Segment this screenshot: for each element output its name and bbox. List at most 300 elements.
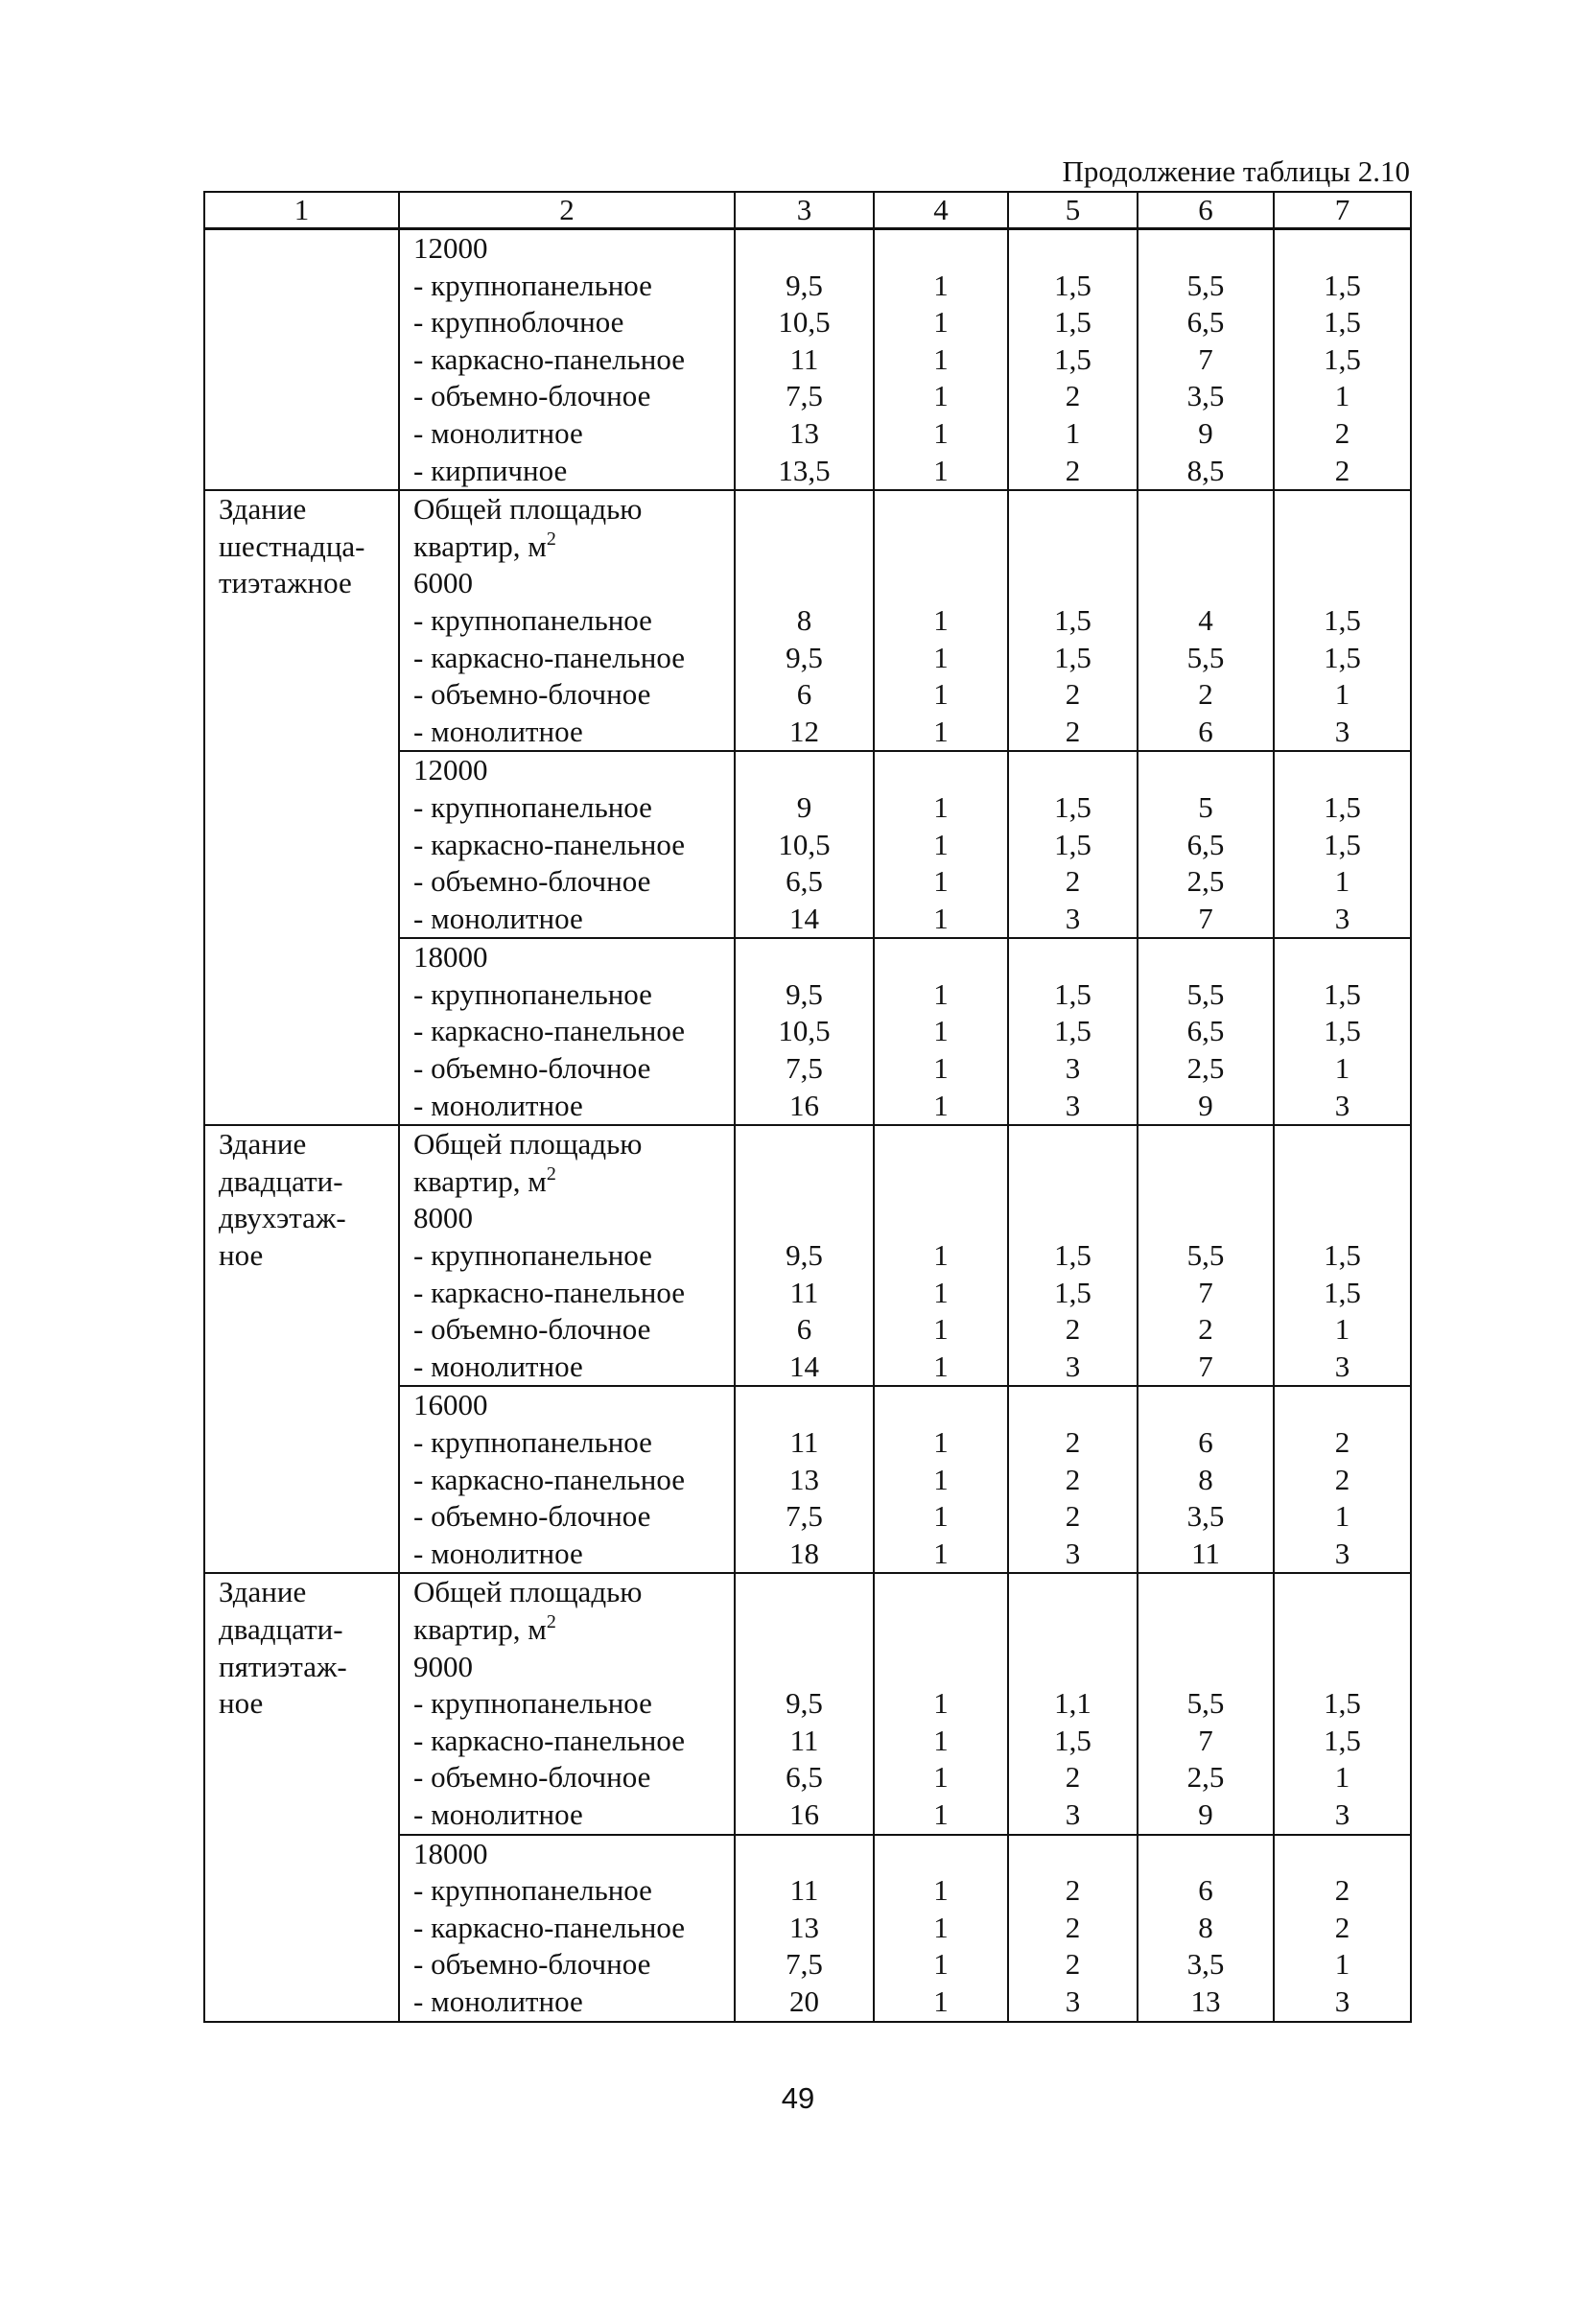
value-text: 1 bbox=[933, 415, 949, 450]
value-text: 5,5 bbox=[1186, 1238, 1225, 1273]
description-text: - объемно-блочное bbox=[413, 379, 651, 413]
description-text: квартир, м bbox=[413, 1163, 547, 1198]
value-text: 1 bbox=[933, 1462, 949, 1496]
value-cell bbox=[1274, 1386, 1411, 1573]
value-text: 3 bbox=[1065, 1051, 1081, 1086]
value-text: 1,5 bbox=[1054, 789, 1091, 824]
value-text: 1 bbox=[933, 1910, 949, 1944]
building-type-line: Здание bbox=[219, 492, 307, 527]
description-line bbox=[400, 1836, 734, 1873]
value-text: 1 bbox=[933, 268, 949, 302]
description-text: - крупнопанельное bbox=[413, 1686, 652, 1721]
unit-exponent: 2 bbox=[546, 1162, 556, 1185]
value-text: 1,5 bbox=[1324, 789, 1361, 824]
value-text: 5,5 bbox=[1186, 640, 1225, 674]
description-text: 18000 bbox=[413, 1836, 488, 1870]
description-line bbox=[400, 752, 734, 789]
value-text: 8 bbox=[1198, 1462, 1213, 1496]
description-line bbox=[400, 1126, 734, 1163]
value-cell bbox=[735, 1125, 874, 1386]
value-text bbox=[1138, 565, 1273, 602]
description-line bbox=[400, 676, 734, 714]
description-text: - монолитное bbox=[413, 1088, 583, 1122]
value-cell bbox=[1274, 490, 1411, 751]
value-text: 1 bbox=[1334, 677, 1350, 712]
value-cell bbox=[874, 1386, 1008, 1573]
value-text: 1 bbox=[933, 1984, 949, 2018]
description-line bbox=[400, 1387, 734, 1424]
column-header: 3 bbox=[735, 192, 874, 229]
building-type-line: Здание bbox=[219, 1127, 307, 1162]
value-text bbox=[1138, 1836, 1273, 1873]
value-text: 2 bbox=[1065, 1947, 1081, 1982]
value-text: 1,5 bbox=[1324, 268, 1361, 302]
table-row bbox=[204, 1125, 1411, 1386]
value-text bbox=[736, 230, 873, 268]
value-text bbox=[1138, 1126, 1273, 1163]
description-cell bbox=[399, 1125, 735, 1386]
description-line bbox=[400, 415, 734, 453]
value-text: 1,5 bbox=[1054, 602, 1091, 637]
value-text: 1 bbox=[933, 677, 949, 712]
description-text: - объемно-блочное bbox=[413, 1312, 651, 1347]
value-text bbox=[1275, 1836, 1410, 1873]
value-text bbox=[1009, 230, 1137, 268]
description-line bbox=[400, 1536, 734, 1573]
value-cell bbox=[735, 1386, 874, 1573]
description-text: - каркасно-панельное bbox=[413, 1275, 685, 1309]
value-text: 2 bbox=[1065, 677, 1081, 712]
value-cell bbox=[874, 490, 1008, 751]
value-text bbox=[875, 1611, 1007, 1649]
building-type-cell bbox=[204, 229, 399, 491]
value-text: 9 bbox=[1198, 1088, 1213, 1122]
value-cell bbox=[874, 938, 1008, 1125]
value-text: 3 bbox=[1065, 1984, 1081, 2018]
description-text: 16000 bbox=[413, 1388, 488, 1422]
value-text: 8 bbox=[796, 602, 812, 637]
value-text: 1 bbox=[933, 602, 949, 637]
value-text bbox=[736, 528, 873, 566]
description-line bbox=[400, 1685, 734, 1723]
description-line bbox=[400, 939, 734, 976]
building-type-line: двухэтаж- bbox=[219, 1201, 346, 1235]
value-text: 1,5 bbox=[1324, 1238, 1361, 1273]
value-text: 12 bbox=[789, 714, 819, 748]
value-text: 2 bbox=[1065, 1462, 1081, 1496]
value-text: 10,5 bbox=[778, 827, 831, 861]
description-text: - объемно-блочное bbox=[413, 864, 651, 899]
value-text: 1,5 bbox=[1324, 305, 1361, 340]
column-header: 1 bbox=[204, 192, 399, 229]
value-text bbox=[1138, 1611, 1273, 1649]
value-text: 5,5 bbox=[1186, 976, 1225, 1011]
value-text bbox=[1009, 528, 1137, 566]
value-text: 1 bbox=[933, 1796, 949, 1831]
value-text bbox=[736, 939, 873, 976]
description-text: - монолитное bbox=[413, 714, 583, 748]
value-cell bbox=[1274, 938, 1411, 1125]
value-cell bbox=[1138, 751, 1274, 938]
description-text: - каркасно-панельное bbox=[413, 827, 685, 861]
description-text: - каркасно-панельное bbox=[413, 1910, 685, 1944]
value-text bbox=[1009, 491, 1137, 528]
description-line bbox=[400, 1946, 734, 1984]
column-header: 7 bbox=[1274, 192, 1411, 229]
value-text: 2 bbox=[1198, 1312, 1213, 1347]
description-text: - каркасно-панельное bbox=[413, 1723, 685, 1757]
page-number: 49 bbox=[781, 2081, 815, 2115]
value-text: 11 bbox=[789, 1425, 819, 1459]
value-text: 9,5 bbox=[786, 1238, 823, 1273]
value-text: 2 bbox=[1334, 1910, 1350, 1944]
value-text: 2 bbox=[1065, 1499, 1081, 1534]
value-text: 1 bbox=[933, 1686, 949, 1721]
value-text: 3,5 bbox=[1186, 1499, 1225, 1534]
value-text bbox=[736, 1574, 873, 1611]
value-text: 1,5 bbox=[1324, 341, 1361, 376]
value-text bbox=[875, 1649, 1007, 1686]
description-text: - крупноблочное bbox=[413, 305, 624, 340]
value-text: 7 bbox=[1198, 1349, 1213, 1383]
value-text bbox=[1009, 565, 1137, 602]
value-text: 2,5 bbox=[1186, 1051, 1225, 1086]
description-cell bbox=[399, 1386, 735, 1573]
description-line bbox=[400, 1984, 734, 2021]
description-line bbox=[400, 565, 734, 602]
value-text: 1 bbox=[1334, 1312, 1350, 1347]
description-text: Общей площадью bbox=[413, 1127, 643, 1162]
value-text: 3 bbox=[1065, 1796, 1081, 1831]
building-type-line: двадцати- bbox=[219, 1163, 343, 1198]
value-text: 11 bbox=[789, 1723, 819, 1757]
value-cell bbox=[1008, 938, 1138, 1125]
value-text bbox=[875, 1126, 1007, 1163]
description-line bbox=[400, 827, 734, 864]
description-text: - крупнопанельное bbox=[413, 1873, 652, 1908]
value-text bbox=[875, 1200, 1007, 1237]
description-line bbox=[400, 268, 734, 305]
value-text: 1,5 bbox=[1054, 976, 1091, 1011]
value-text bbox=[1009, 1126, 1137, 1163]
value-text: 2 bbox=[1334, 1425, 1350, 1459]
value-text: 1,5 bbox=[1054, 1014, 1091, 1048]
column-header-row bbox=[204, 192, 1411, 229]
value-text: 1 bbox=[933, 1723, 949, 1757]
value-cell bbox=[1138, 938, 1274, 1125]
value-text: 6,5 bbox=[786, 1760, 823, 1795]
value-text: 1,5 bbox=[1054, 1238, 1091, 1273]
description-line bbox=[400, 1723, 734, 1760]
value-text: 3 bbox=[1334, 1984, 1350, 2018]
value-text: 11 bbox=[789, 341, 819, 376]
value-cell bbox=[735, 751, 874, 938]
description-text: - крупнопанельное bbox=[413, 268, 652, 302]
value-text bbox=[1009, 1200, 1137, 1237]
description-cell bbox=[399, 1835, 735, 2022]
table-row bbox=[204, 1573, 1411, 1834]
value-text: 1,5 bbox=[1054, 640, 1091, 674]
value-text: 9 bbox=[1198, 1796, 1213, 1831]
description-line bbox=[400, 491, 734, 528]
value-text bbox=[1009, 1611, 1137, 1649]
value-text: 9,5 bbox=[786, 640, 823, 674]
value-text: 1 bbox=[933, 1425, 949, 1459]
description-text: - крупнопанельное bbox=[413, 789, 652, 824]
value-text: 1 bbox=[933, 1947, 949, 1982]
value-text: 1 bbox=[933, 714, 949, 748]
value-text bbox=[1275, 1649, 1410, 1686]
value-cell bbox=[1008, 490, 1138, 751]
value-text: 6 bbox=[1198, 714, 1213, 748]
value-text: 1,5 bbox=[1054, 341, 1091, 376]
description-line bbox=[400, 341, 734, 379]
value-text: 3 bbox=[1065, 1088, 1081, 1122]
value-text: 1 bbox=[933, 1873, 949, 1908]
value-text: 2,5 bbox=[1186, 864, 1225, 899]
value-text: 1,5 bbox=[1324, 976, 1361, 1011]
description-text: - крупнопанельное bbox=[413, 976, 652, 1011]
value-text: 6,5 bbox=[1186, 1014, 1225, 1048]
value-text bbox=[1275, 1200, 1410, 1237]
description-line bbox=[400, 1050, 734, 1088]
description-text: - монолитное bbox=[413, 1984, 583, 2018]
value-text: 1,5 bbox=[1324, 602, 1361, 637]
value-text: 7,5 bbox=[786, 379, 823, 413]
description-line bbox=[400, 1163, 734, 1201]
value-text: 11 bbox=[789, 1275, 819, 1309]
description-text: - монолитное bbox=[413, 1796, 583, 1831]
value-text: 2 bbox=[1334, 1462, 1350, 1496]
description-line bbox=[400, 528, 734, 566]
value-text bbox=[1275, 1163, 1410, 1201]
description-text: квартир, м bbox=[413, 528, 547, 563]
value-text bbox=[1138, 1163, 1273, 1201]
description-line bbox=[400, 976, 734, 1014]
value-text: 7,5 bbox=[786, 1947, 823, 1982]
value-text: 1,5 bbox=[1324, 1014, 1361, 1048]
description-line bbox=[400, 453, 734, 490]
building-type-line: ное bbox=[219, 1686, 264, 1721]
value-text: 5,5 bbox=[1186, 1686, 1225, 1721]
data-table bbox=[203, 191, 1412, 2023]
value-text: 1 bbox=[933, 1014, 949, 1048]
description-line bbox=[400, 230, 734, 268]
value-text: 9 bbox=[1198, 415, 1213, 450]
value-text bbox=[1275, 491, 1410, 528]
value-cell bbox=[1274, 751, 1411, 938]
value-text: 2 bbox=[1198, 677, 1213, 712]
value-cell bbox=[1138, 1125, 1274, 1386]
value-text: 1 bbox=[1334, 1760, 1350, 1795]
value-cell bbox=[1008, 1386, 1138, 1573]
value-text: 6 bbox=[1198, 1873, 1213, 1908]
value-cell bbox=[735, 938, 874, 1125]
value-text bbox=[875, 1163, 1007, 1201]
value-text: 3 bbox=[1334, 1349, 1350, 1383]
description-text: - объемно-блочное bbox=[413, 677, 651, 712]
description-line bbox=[400, 1796, 734, 1834]
value-text: 3 bbox=[1065, 901, 1081, 935]
value-text: 2 bbox=[1065, 1760, 1081, 1795]
value-cell bbox=[1008, 1573, 1138, 1834]
value-text: 16 bbox=[789, 1088, 819, 1122]
value-text: 8 bbox=[1198, 1910, 1213, 1944]
value-text bbox=[1009, 939, 1137, 976]
value-text: 2 bbox=[1334, 415, 1350, 450]
value-text: 2 bbox=[1065, 1910, 1081, 1944]
value-text bbox=[1275, 1126, 1410, 1163]
description-line bbox=[400, 1574, 734, 1611]
description-text: - каркасно-панельное bbox=[413, 1014, 685, 1048]
table-row bbox=[204, 229, 1411, 491]
value-text: 1 bbox=[933, 1088, 949, 1122]
value-text bbox=[1138, 939, 1273, 976]
value-text: 16 bbox=[789, 1796, 819, 1831]
description-line bbox=[400, 1311, 734, 1349]
value-text bbox=[736, 1649, 873, 1686]
description-line bbox=[400, 1462, 734, 1499]
value-text: 5,5 bbox=[1186, 268, 1225, 302]
value-text bbox=[1009, 1163, 1137, 1201]
value-text: 1,5 bbox=[1054, 305, 1091, 340]
description-text: - крупнопанельное bbox=[413, 1425, 652, 1459]
description-line bbox=[400, 1649, 734, 1686]
description-text: Общей площадью bbox=[413, 1575, 643, 1609]
value-text: 10,5 bbox=[778, 1014, 831, 1048]
value-text: 1 bbox=[1065, 415, 1081, 450]
description-line bbox=[400, 1611, 734, 1649]
value-text: 13 bbox=[789, 415, 819, 450]
value-text: 2 bbox=[1065, 1312, 1081, 1347]
value-text bbox=[1275, 752, 1410, 789]
value-text: 1 bbox=[933, 1536, 949, 1570]
value-text bbox=[875, 1387, 1007, 1424]
description-line bbox=[400, 1349, 734, 1386]
value-text: 9 bbox=[796, 789, 812, 824]
description-text: - монолитное bbox=[413, 415, 583, 450]
unit-exponent: 2 bbox=[546, 528, 556, 550]
building-type-cell bbox=[204, 1125, 399, 1573]
value-text bbox=[736, 1200, 873, 1237]
value-text bbox=[736, 752, 873, 789]
table-caption: Продолжение таблицы 2.10 bbox=[1062, 154, 1410, 188]
value-text: 2 bbox=[1065, 379, 1081, 413]
value-cell bbox=[874, 1573, 1008, 1834]
value-text: 7 bbox=[1198, 1275, 1213, 1309]
description-line bbox=[400, 714, 734, 751]
value-text: 1 bbox=[933, 1312, 949, 1347]
description-line bbox=[400, 304, 734, 341]
description-text: - монолитное bbox=[413, 1349, 583, 1383]
value-text: 11 bbox=[1191, 1536, 1220, 1570]
description-line bbox=[400, 1424, 734, 1462]
value-text: 9,5 bbox=[786, 1686, 823, 1721]
value-text bbox=[875, 528, 1007, 566]
value-text: 2 bbox=[1334, 1873, 1350, 1908]
value-text: 1,5 bbox=[1054, 1275, 1091, 1309]
description-text: 8000 bbox=[413, 1201, 473, 1235]
value-text: 1,5 bbox=[1324, 827, 1361, 861]
description-line bbox=[400, 1088, 734, 1125]
value-text: 1 bbox=[1334, 864, 1350, 899]
value-cell bbox=[1274, 1835, 1411, 2022]
value-text: 2,5 bbox=[1186, 1760, 1225, 1795]
value-cell bbox=[735, 229, 874, 491]
value-text: 1 bbox=[933, 1499, 949, 1534]
unit-exponent: 2 bbox=[546, 1610, 556, 1632]
value-text: 2 bbox=[1065, 1425, 1081, 1459]
value-text: 18 bbox=[789, 1536, 819, 1570]
value-text: 4 bbox=[1198, 602, 1213, 637]
value-text: 1 bbox=[1334, 1499, 1350, 1534]
value-text: 1,1 bbox=[1054, 1686, 1091, 1721]
value-cell bbox=[1274, 229, 1411, 491]
value-text: 3 bbox=[1065, 1536, 1081, 1570]
value-text: 6,5 bbox=[786, 864, 823, 899]
value-text: 3 bbox=[1334, 714, 1350, 748]
column-header: 5 bbox=[1008, 192, 1138, 229]
value-cell bbox=[1008, 1835, 1138, 2022]
value-text bbox=[875, 939, 1007, 976]
description-line bbox=[400, 1498, 734, 1536]
value-text: 7 bbox=[1198, 1723, 1213, 1757]
description-line bbox=[400, 1910, 734, 1947]
value-text: 3 bbox=[1334, 1796, 1350, 1831]
description-text: - крупнопанельное bbox=[413, 602, 652, 637]
value-text bbox=[1009, 1574, 1137, 1611]
value-text bbox=[875, 752, 1007, 789]
value-text: 5 bbox=[1198, 789, 1213, 824]
description-line bbox=[400, 863, 734, 901]
value-text: 14 bbox=[789, 1349, 819, 1383]
value-cell bbox=[1138, 1835, 1274, 2022]
value-text: 20 bbox=[789, 1984, 819, 2018]
value-text bbox=[875, 491, 1007, 528]
value-text: 1,5 bbox=[1054, 1723, 1091, 1757]
value-text bbox=[736, 1836, 873, 1873]
description-text: - объемно-блочное bbox=[413, 1947, 651, 1982]
description-text: 9000 bbox=[413, 1649, 473, 1683]
value-text bbox=[1138, 1200, 1273, 1237]
column-header: 4 bbox=[874, 192, 1008, 229]
description-text: - каркасно-панельное bbox=[413, 341, 685, 376]
description-line bbox=[400, 602, 734, 640]
table-row bbox=[204, 490, 1411, 751]
value-text: 1 bbox=[933, 827, 949, 861]
value-text: 1 bbox=[1334, 379, 1350, 413]
value-text bbox=[1275, 230, 1410, 268]
value-cell bbox=[874, 1835, 1008, 2022]
value-cell bbox=[874, 1125, 1008, 1386]
value-text: 1,5 bbox=[1054, 827, 1091, 861]
value-cell bbox=[1008, 751, 1138, 938]
value-text bbox=[736, 1387, 873, 1424]
description-line bbox=[400, 789, 734, 827]
description-cell bbox=[399, 1573, 735, 1834]
description-text: - кирпичное bbox=[413, 453, 568, 487]
value-cell bbox=[1274, 1573, 1411, 1834]
building-type-line: шестнадца- bbox=[219, 528, 365, 563]
description-text: Общей площадью bbox=[413, 492, 643, 527]
building-type-line: Здание bbox=[219, 1575, 307, 1609]
value-text bbox=[1138, 1387, 1273, 1424]
building-type-line: ное bbox=[219, 1238, 264, 1273]
value-text: 1,5 bbox=[1054, 268, 1091, 302]
value-cell bbox=[874, 229, 1008, 491]
description-text: - объемно-блочное bbox=[413, 1499, 651, 1534]
description-text: 6000 bbox=[413, 566, 473, 600]
